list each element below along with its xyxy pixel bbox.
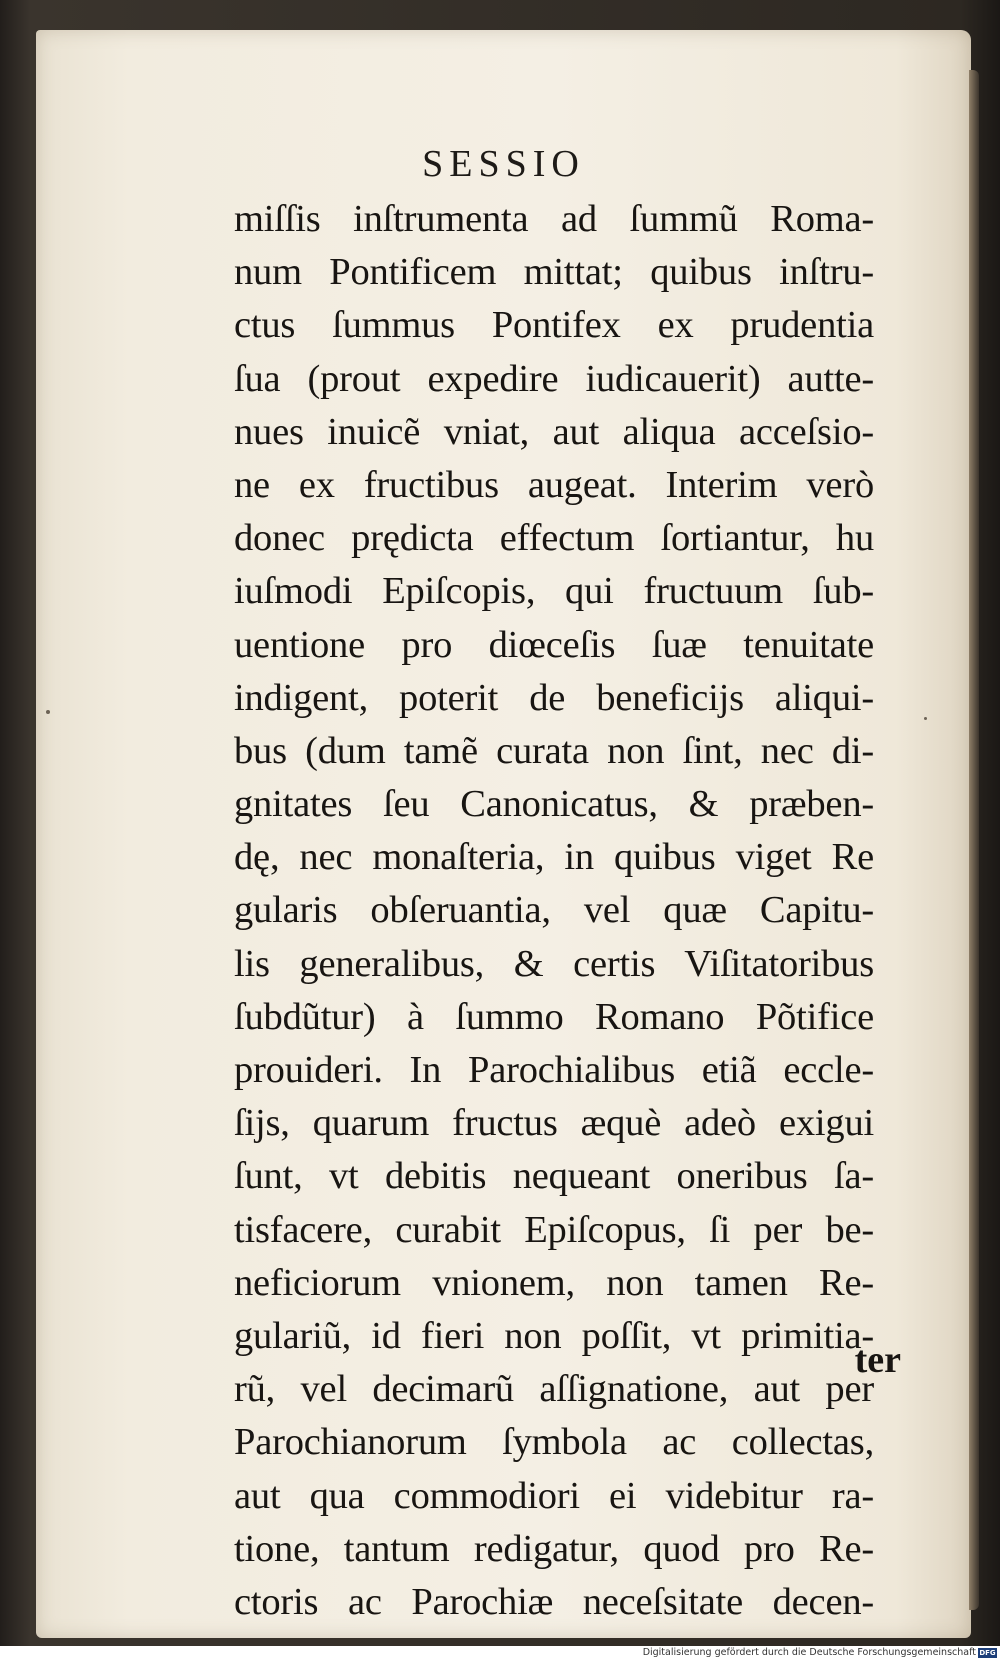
text-line: gnitates ſeu Canonicatus, & præben- [234, 783, 874, 826]
text-line: iuſmodi Epiſcopis, qui fructuum ſub- [234, 570, 874, 613]
text-line: rũ, vel decimarũ aſſignatione, aut per [234, 1368, 874, 1411]
text-line: ſua (prout expedire iudicauerit) autte- [234, 357, 874, 400]
text-line: num Pontificem mittat; quibus inſtru- [234, 251, 874, 294]
text-line: ctus ſummus Pontifex ex prudentia [234, 304, 874, 347]
text-line: bus (dum tamẽ curata non ſint, nec di- [234, 729, 874, 772]
paper-speck [924, 717, 927, 720]
text-line: prouideri. In Parochialibus etiã eccle- [234, 1049, 874, 1091]
text-line: donec prędicta effectum ſortiantur, hu [234, 517, 874, 560]
text-line: tisfacere, curabit Epiſcopus, ſi per be- [234, 1208, 874, 1251]
footer-credit: Digitalisierung gefördert durch die Deutsche Forschungsgemeinschaft [642, 1647, 976, 1658]
text-line: indigent, poterit de beneficijs aliqui- [234, 676, 874, 719]
text-line: dę, nec monaſteria, in quibus viget Re [234, 836, 874, 879]
paper-speck [46, 710, 50, 714]
book-page [36, 30, 971, 1638]
running-head: SESSIO [422, 143, 585, 185]
text-line: lis generalibus, & certis Viſitatoribus [234, 942, 874, 985]
footer-bar [0, 1646, 1000, 1660]
text-block [234, 193, 874, 1629]
text-line: tione, tantum redigatur, quod pro Re- [234, 1527, 874, 1570]
text-line: ſunt, vt debitis nequeant oneribus ſa- [234, 1155, 874, 1198]
text-line: gulariũ, id fieri non poſſit, vt primitia- [234, 1314, 874, 1357]
text-line: ſijs, quarum fructus æquè adeò exigui [234, 1102, 874, 1145]
catchword: ter [854, 1339, 901, 1381]
text-line: neficiorum vnionem, non tamen Re- [234, 1261, 874, 1304]
text-line: ctoris ac Parochiæ neceſsitate decen- [234, 1580, 874, 1623]
text-line: Parochianorum ſymbola ac collectas, [234, 1421, 874, 1464]
page-edge [969, 70, 979, 1610]
dfg-logo: DFG [979, 1649, 996, 1657]
text-line: miſſis inſtrumenta ad ſummũ Roma- [234, 198, 874, 240]
text-line: aut qua commodiori ei videbitur ra- [234, 1474, 874, 1517]
text-line: uentione pro diœceſis ſuæ tenuitate [234, 623, 874, 666]
text-line: ſubdũtur) à ſummo Romano Põtifice [234, 995, 874, 1038]
text-line: ne ex fructibus augeat. Interim verò [234, 463, 874, 506]
text-line: gularis obſeruantia, vel quæ Capitu- [234, 889, 874, 932]
text-line: nues inuicẽ vniat, aut aliqua acceſsio- [234, 410, 874, 453]
